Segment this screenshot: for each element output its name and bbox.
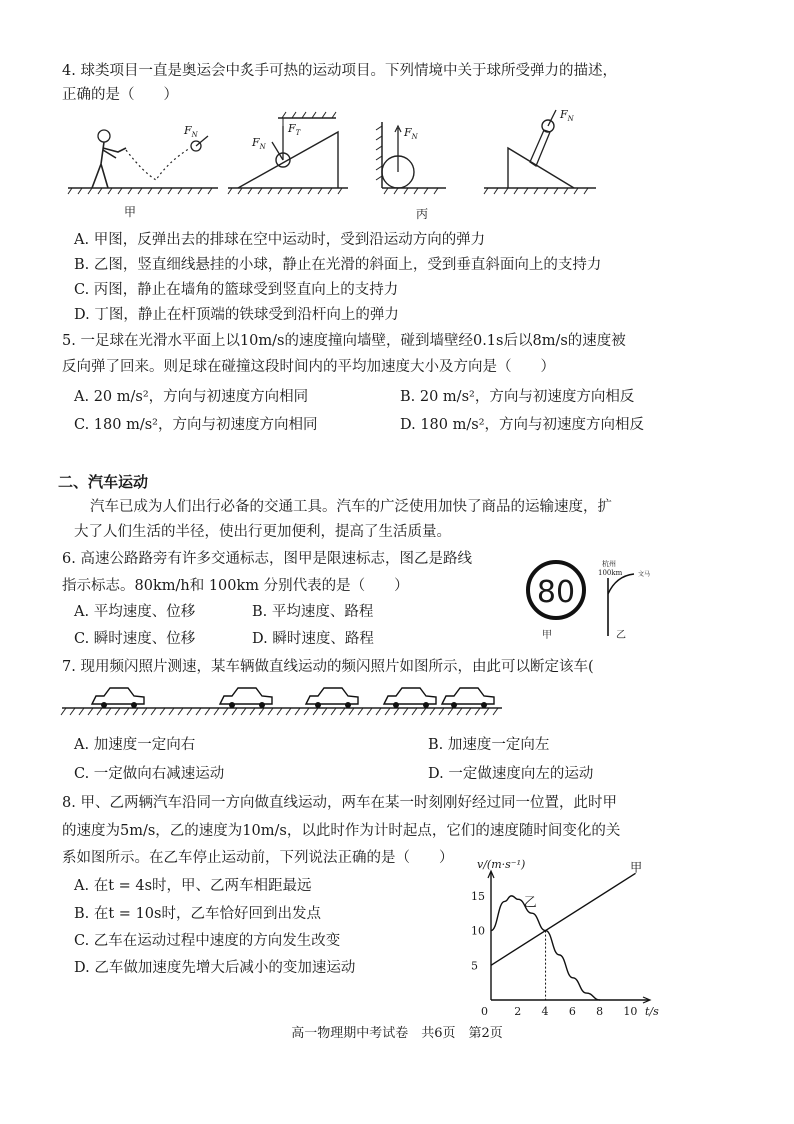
q6-option-a[interactable]: A. 平均速度、位移 — [74, 604, 196, 620]
q4-stem-line2: 正确的是（ ） — [62, 87, 178, 103]
q6-figure — [520, 558, 680, 644]
car-icon — [442, 688, 494, 708]
q5-option-d[interactable]: D. 180 m/s²，方向与初速度方向相反 — [400, 417, 644, 433]
q8-stem-line2: 的速度为5m/s，乙的速度为10m/s，以此时作为计时起点，它们的速度随时间变化的关 — [62, 823, 621, 839]
q8-option-b[interactable]: B. 在t = 10s时，乙车恰好回到出发点 — [74, 906, 321, 922]
q4-stem-line1: 4. 球类项目一直是奥运会中炙手可热的运动项目。下列情境中关于球所受弹力的描述， — [62, 63, 617, 79]
chart-x-axis-label: t/s — [645, 1005, 659, 1018]
section-intro-line1: 汽车已成为人们出行必备的交通工具。汽车的广泛使用加快了商品的运输速度，扩 — [90, 499, 612, 515]
q4-figure-jia — [68, 112, 228, 222]
q6-option-d[interactable]: D. 瞬时速度、路程 — [252, 631, 374, 647]
q4-ding-force-label: $F_N$ — [560, 108, 574, 123]
q8-stem-line1: 8. 甲、乙两辆汽车沿同一方向做直线运动，两车在某一时刻刚好经过同一位置，此时甲 — [62, 795, 617, 811]
q7-option-d[interactable]: D. 一定做速度向左的运动 — [428, 766, 594, 782]
q4-jia-force-label: $F_N$ — [184, 124, 198, 139]
section-intro-line2: 大了人们生活的半径，使出行更加便利，提高了生活质量。 — [74, 524, 451, 540]
q4-figure-ding — [484, 108, 604, 198]
q4-option-d[interactable]: D. 丁图，静止在杆顶端的铁球受到沿杆向上的弹力 — [74, 307, 399, 323]
chart-x-tick-label: 4 — [541, 1005, 549, 1018]
q5-option-c[interactable]: C. 180 m/s²，方向与初速度方向相同 — [74, 417, 318, 433]
q8-option-a[interactable]: A. 在t = 4s时，甲、乙两车相距最远 — [74, 878, 312, 894]
q6-option-c[interactable]: C. 瞬时速度、位移 — [74, 631, 196, 647]
chart-x-tick-label: 10 — [623, 1005, 638, 1018]
q4-bing-force-label: $F_N$ — [404, 126, 418, 141]
route-city: 杭州 — [602, 560, 616, 568]
chart-x-tick-label: 0 — [481, 1005, 488, 1018]
q8-option-d[interactable]: D. 乙车做加速度先增大后减小的变加速运动 — [74, 960, 356, 976]
q8-option-c[interactable]: C. 乙车在运动过程中速度的方向发生改变 — [74, 933, 341, 949]
route-branch: 文马 — [638, 571, 651, 578]
q6-option-b[interactable]: B. 平均速度、路程 — [252, 604, 374, 620]
q4-yi-ft-label: $F_T$ — [288, 122, 301, 137]
chart-y-tick-label: 5 — [471, 959, 478, 973]
q7-option-c[interactable]: C. 一定做向右减速运动 — [74, 766, 225, 782]
q7-option-b[interactable]: B. 加速度一定向左 — [428, 737, 550, 753]
q4-option-c[interactable]: C. 丙图，静止在墙角的篮球受到竖直向上的支持力 — [74, 282, 399, 298]
q6-label-yi: 乙 — [616, 630, 626, 641]
q5-stem-line2: 反向弹了回来。则足球在碰撞这段时间内的平均加速度大小及方向是（ ） — [62, 359, 555, 375]
q4-label-jia: 甲 — [124, 205, 137, 219]
chart-y-axis-label: v/(m·s⁻¹) — [477, 858, 526, 871]
q5-option-b[interactable]: B. 20 m/s²，方向与初速度方向相反 — [400, 389, 635, 405]
q4-figure-yi — [228, 112, 358, 202]
q8-velocity-time-chart — [455, 858, 659, 1020]
q7-stem-line1: 7. 现用频闪照片测速，某车辆做直线运动的频闪照片如图所示，由此可以断定该车( — [62, 659, 594, 675]
series-jia-line — [491, 873, 636, 965]
q7-option-a[interactable]: A. 加速度一定向右 — [74, 737, 196, 753]
q8-stem-line3: 系如图所示。在乙车停止运动前，下列说法正确的是（ ） — [62, 850, 454, 866]
car-icon — [384, 688, 436, 708]
chart-y-tick-label: 15 — [471, 889, 485, 903]
q4-label-bing: 丙 — [416, 207, 429, 221]
q7-strobe-photo — [62, 684, 506, 718]
q6-label-jia: 甲 — [542, 630, 552, 641]
page-footer: 高一物理期中考试卷 共6页 第2页 — [291, 1026, 503, 1041]
chart-x-tick-label: 2 — [514, 1005, 522, 1018]
q4-option-a[interactable]: A. 甲图，反弹出去的排球在空中运动时，受到沿运动方向的弹力 — [74, 232, 486, 248]
q6-stem-line2: 指示标志。80km/h和 100km 分别代表的是（ ） — [62, 578, 409, 594]
q4-yi-fn-label: $F_N$ — [252, 136, 266, 151]
series-jia-label: 甲 — [630, 860, 643, 875]
car-icon — [220, 688, 272, 708]
q6-stem-line1: 6. 高速公路路旁有许多交通标志，图甲是限速标志，图乙是路线 — [62, 551, 472, 567]
chart-y-tick-label: 10 — [471, 924, 485, 938]
chart-x-tick-label: 8 — [596, 1005, 604, 1018]
q5-option-a[interactable]: A. 20 m/s²，方向与初速度方向相同 — [74, 389, 309, 405]
q5-stem-line1: 5. 一足球在光滑水平面上以10m/s的速度撞向墙壁，碰到墙壁经0.1s后以8m/s的速度被 — [62, 333, 626, 349]
q4-option-b[interactable]: B. 乙图，竖直细线悬挂的小球，静止在光滑的斜面上，受到垂直斜面向上的支持力 — [74, 257, 602, 273]
q4-figure-bing — [376, 118, 466, 222]
series-yi-label: 乙 — [523, 895, 537, 911]
car-icon — [92, 688, 144, 708]
car-icon — [306, 688, 358, 708]
route-distance: 100km — [598, 569, 623, 577]
chart-x-tick-label: 6 — [568, 1005, 576, 1018]
speed-limit-value: 80 — [536, 575, 576, 610]
section-title: 二、汽车运动 — [58, 473, 149, 491]
